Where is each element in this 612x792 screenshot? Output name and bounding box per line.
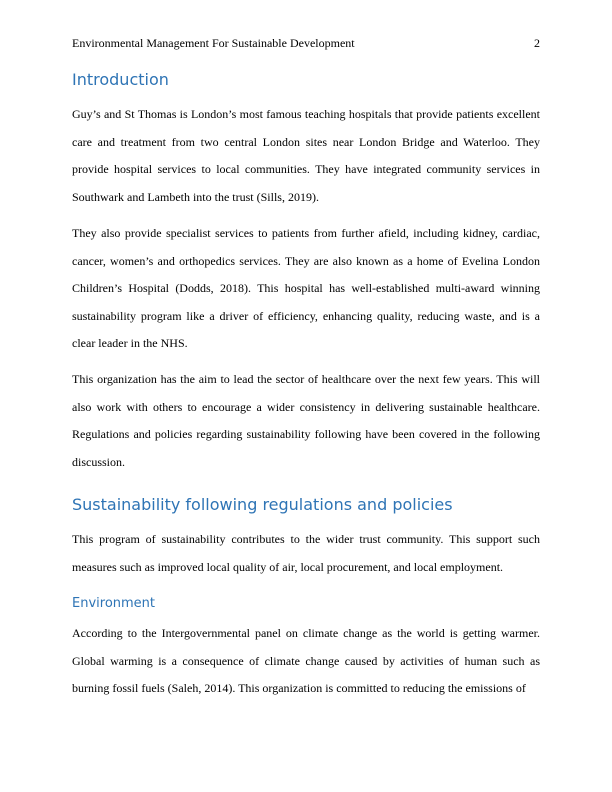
paragraph: Guy’s and St Thomas is London’s most famous teaching hospitals that provide patients excellent care and treatment from two central London sites near London Bridge and Waterloo. They provide hospital services to local communities. They have integrated community services in Southwark and Lambeth into the trust (Sills, 2019).	[72, 107, 540, 204]
paragraph: They also provide specialist services to patients from further afield, including kidney, cardiac, cancer, women’s and orthopedics services. They are also known as a home of Evelina London Children’s Hospital (Dodds, 2018). This hospital has well-established multi-award winning sustainability program like a driver of efficiency, enhancing quality, reducing waste, and is a clear leader in the NHS.	[72, 226, 540, 351]
page-number: 2	[534, 36, 540, 50]
heading-sustainability-regulations: Sustainability following regulations and policies	[72, 495, 453, 514]
heading-introduction: Introduction	[72, 70, 169, 89]
paragraph: This organization has the aim to lead the sector of healthcare over the next few years. This will also work with others to encourage a wider consistency in delivering sustainable healthcare. Regulations and policies regarding sustainability following have been covered in the following discussion.	[72, 372, 540, 469]
page-header	[72, 36, 540, 52]
subheading-environment: Environment	[72, 596, 156, 611]
paragraph: This program of sustainability contributes to the wider trust community. This support such measures such as improved local quality of air, local procurement, and local employment.	[72, 532, 540, 574]
running-title: Environmental Management For Sustainable Development	[72, 36, 355, 50]
paragraph: According to the Intergovernmental panel on climate change as the world is getting warmer. Global warming is a consequence of climate change caused by activities of human such as burning fossil fuels (Saleh, 2014). This organization is committed to reducing the emissions of	[72, 626, 540, 696]
